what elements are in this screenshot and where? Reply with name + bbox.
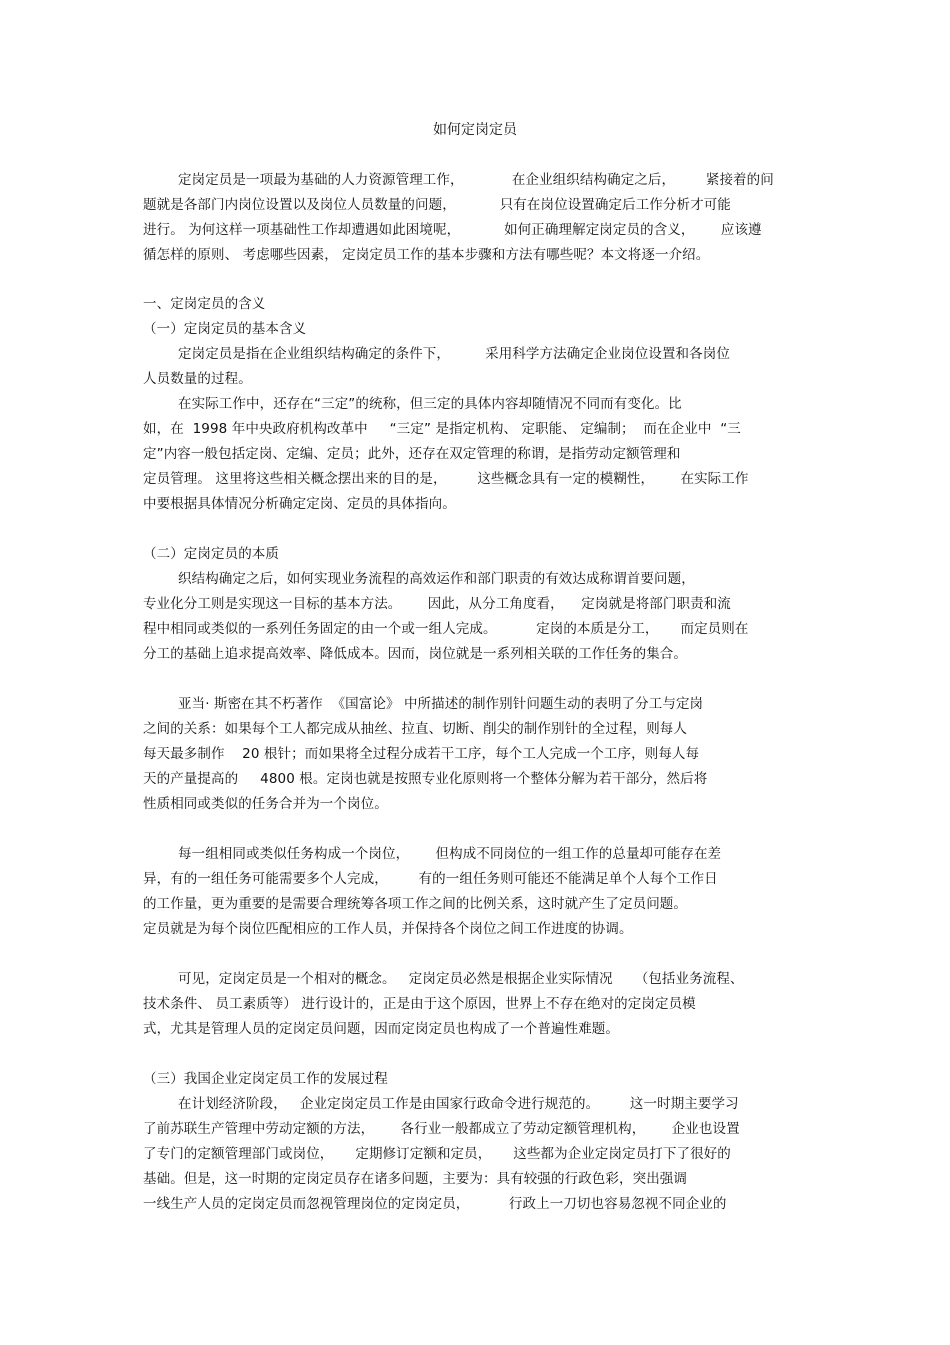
subsection-heading: （二）定岗定员的本质 bbox=[143, 546, 279, 562]
paragraph-line: 程中相同或类似的一系列任务固定的由一个或一组人完成。 定岗的本质是分工， 而定员则在 bbox=[143, 621, 749, 637]
paragraph-line: 每一组相同或类似任务构成一个岗位， 但构成不同岗位的一组工作的总量却可能存在差 bbox=[178, 846, 722, 862]
intro-line: 定岗定员是一项最为基础的人力资源管理工作， 在企业组织结构确定之后， 紧接着的问 bbox=[178, 172, 774, 188]
paragraph-line: 中要根据具体情况分析确定定岗、定员的具体指向。 bbox=[143, 496, 456, 512]
paragraph-line: 了前苏联生产管理中劳动定额的方法， 各行业一般都成立了劳动定额管理机构， 企业也设置 bbox=[143, 1121, 740, 1137]
document-title: 如何定岗定员 bbox=[433, 122, 517, 138]
intro-line: 题就是各部门内岗位设置以及岗位人员数量的问题， 只有在岗位设置确定后工作分析才可能 bbox=[143, 197, 731, 213]
paragraph-line: 式，尤其是管理人员的定岗定员问题，因而定岗定员也构成了一个普遍性难题。 bbox=[143, 1021, 619, 1037]
paragraph-line: 之间的关系：如果每个工人都完成从抽丝、拉直、切断、削尖的制作别针的全过程，则每人 bbox=[143, 721, 687, 737]
intro-line: 进行。 为何这样一项基础性工作却遭遇如此困境呢， 如何正确理解定岗定员的含义， 应该遵 bbox=[143, 222, 762, 238]
paragraph-line: 天的产量提高的 4800 根。定岗也就是按照专业化原则将一个整体分解为若干部分，然后将 bbox=[143, 771, 708, 787]
paragraph-line: 定员就是为每个岗位匹配相应的工作人员，并保持各个岗位之间工作进度的协调。 bbox=[143, 921, 633, 937]
paragraph-line: 如，在 1998 年中央政府机构改革中 “三定” 是指定机构、 定职能、 定编制； 而在企业中 “三 bbox=[143, 421, 741, 437]
paragraph-line: 异，有的一组任务可能需要多个人完成， 有的一组任务则可能还不能满足单个人每个工作日 bbox=[143, 871, 718, 887]
paragraph-line: 定”内容一般包括定岗、定编、定员；此外，还存在双定管理的称谓，是指劳动定额管理和 bbox=[143, 446, 681, 462]
subsection-heading: （三）我国企业定岗定员工作的发展过程 bbox=[143, 1071, 388, 1087]
paragraph-line: 的工作量，更为重要的是需要合理统筹各项工作之间的比例关系，这时就产生了定员问题。 bbox=[143, 896, 687, 912]
paragraph-line: 了专门的定额管理部门或岗位， 定期修订定额和定员， 这些都为企业定岗定员打下了很好的 bbox=[143, 1146, 731, 1162]
paragraph-line: 亚当· 斯密在其不朽著作 《国富论》 中所描述的制作别针问题生动的表明了分工与定岗 bbox=[178, 696, 704, 712]
paragraph-line: 一线生产人员的定岗定员而忽视管理岗位的定岗定员， 行政上一刀切也容易忽视不同企业的 bbox=[143, 1196, 727, 1212]
paragraph-line: 分工的基础上追求提高效率、降低成本。因而，岗位就是一系列相关联的工作任务的集合。 bbox=[143, 646, 687, 662]
paragraph-line: 技术条件、 员工素质等） 进行设计的，正是由于这个原因，世界上不存在绝对的定岗定员模 bbox=[143, 996, 696, 1012]
intro-line: 循怎样的原则、 考虑哪些因素， 定岗定员工作的基本步骤和方法有哪些呢？本文将逐一介绍。 bbox=[143, 247, 710, 263]
paragraph-line: 定岗定员是指在企业组织结构确定的条件下， 采用科学方法确定企业岗位设置和各岗位 bbox=[178, 346, 730, 362]
paragraph-line: 在计划经济阶段， 企业定岗定员工作是由国家行政命令进行规范的。 这一时期主要学习 bbox=[178, 1096, 739, 1112]
paragraph-line: 性质相同或类似的任务合并为一个岗位。 bbox=[143, 796, 388, 812]
paragraph-line: 织结构确定之后，如何实现业务流程的高效运作和部门职责的有效达成称谓首要问题， bbox=[178, 571, 695, 587]
section-heading: 一、定岗定员的含义 bbox=[143, 296, 266, 312]
paragraph-line: 基础。但是，这一时期的定岗定员存在诸多问题，主要为：具有较强的行政色彩，突出强调 bbox=[143, 1171, 687, 1187]
subsection-heading: （一）定岗定员的基本含义 bbox=[143, 321, 307, 337]
paragraph-line: 定员管理。 这里将这些相关概念摆出来的目的是， 这些概念具有一定的模糊性， 在实际工作 bbox=[143, 471, 749, 487]
paragraph-line: 在实际工作中，还存在“三定”的统称，但三定的具体内容却随情况不同而有变化。比 bbox=[178, 396, 682, 412]
paragraph-line: 专业化分工则是实现这一目标的基本方法。 因此，从分工角度看， 定岗就是将部门职责和流 bbox=[143, 596, 731, 612]
paragraph-line: 人员数量的过程。 bbox=[143, 371, 252, 387]
paragraph-line: 可见，定岗定员是一个相对的概念。 定岗定员必然是根据企业实际情况 （包括业务流程、 bbox=[178, 971, 744, 987]
paragraph-line: 每天最多制作 20 根针；而如果将全过程分成若干工序，每个工人完成一个工序，则每人每 bbox=[143, 746, 700, 762]
